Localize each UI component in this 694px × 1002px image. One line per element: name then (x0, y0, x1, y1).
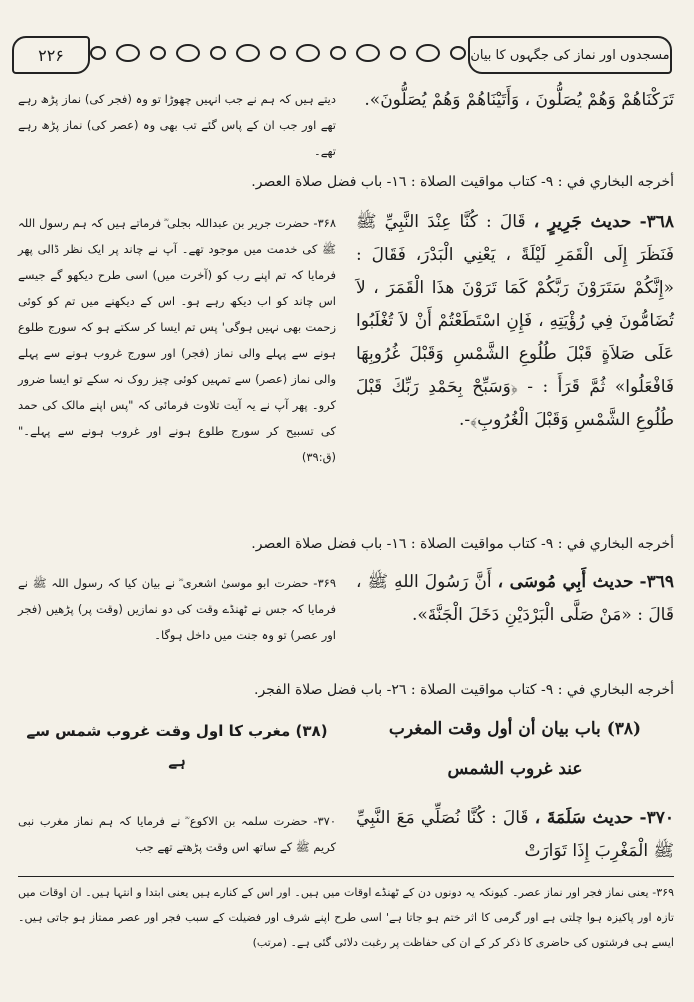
hadith-370-urdu: ۳۷۰- حضرت سلمہ بن الاکوع ؓ نے فرمایا کہ ہم نماز مغرب نبی کریم ﷺ کے ساتھ اس وقت پڑھتے تھے جب (18, 814, 336, 854)
hadith-370-number: ٣٧٠- (639, 808, 674, 828)
hadith-369-text: أَنَّ رَسُولَ اللهِ ﷺ ، قَالَ : «مَنْ صَلَّى الْبَرْدَيْنِ دَخَلَ الْجَنَّةَ». (356, 572, 674, 625)
chapter-title: مسجدوں اور نماز کی جگہوں کا بیان (468, 36, 672, 74)
chapter-38-heading-line-2: عند غروب الشمس (447, 759, 583, 779)
header-ornament (90, 40, 466, 66)
chapter-38-urdu-heading: (۳۸) مغرب کا اول وقت غروب شمس سے ہے (26, 722, 328, 770)
page-header (12, 34, 672, 78)
continuation-arabic: تَرَكْنَاهُمْ وَهُمْ يُصَلُّونَ ، وَأَتَيْنَاهُمْ وَهُمْ يُصَلُّونَ». (364, 90, 674, 110)
hadith-370-lead: حديث سَلَمَةَ ، (534, 808, 634, 828)
hadith-368-text: قَالَ : كُنَّا عِنْدَ النَّبِيِّ ﷺ فَنَظَرَ إِلَى الْقَمَرِ لَيْلَةً ، يَعْنِي الْبَدْرَ، فَقَالَ : «إِنَّكُمْ سَتَرَوْنَ رَبَّكُمْ كَمَا تَرَوْنَ هذَا الْقَمَرَ ، لاَ تُضَامُّونَ فِي رُؤْيَتِهِ ، فَإِنِ اسْتَطَعْتُمْ أَنْ لاَ تُغْلَبُوا عَلَى صَلاَةٍ قَبْلَ طُلُوعِ الشَّمْسِ وَقَبْلَ غُرُوبِهَا فَافْعَلُوا» ثُمَّ قَرَأَ : - ﴿وَسَبِّحْ بِحَمْدِ رَبِّكَ قَبْلَ طُلُوعِ الشَّمْسِ وَقَبْلَ الْغُرُوبِ﴾-. (356, 212, 674, 430)
hadith-369-urdu: ۳۶۹- حضرت ابو موسیٰ اشعری ؓ نے بیان کیا کہ رسول اللہ ﷺ نے فرمایا کہ جس نے ٹھنڈے وقت کی دو نمازیں (وقت پر) پڑھیں (فجر اور عصر) تو وہ جنت میں داخل ہوگا۔ (18, 576, 336, 642)
hadith-370-text: قَالَ : كُنَّا نُصَلِّي مَعَ النَّبِيِّ ﷺ الْمَغْرِبَ إِذَا تَوَارَتْ (356, 808, 674, 861)
hadith-369-lead: حديث أَبِي مُوسَى ، (497, 572, 634, 592)
hadith-369-number: ٣٦٩- (639, 572, 675, 592)
reference-3: أخرجه البخاري في : ٩- كتاب مواقيت الصلاة : ٢٦- باب فضل صلاة الفجر. (254, 682, 674, 698)
hadith-370-arabic (356, 802, 674, 868)
chapter-38-arabic-heading (356, 712, 674, 786)
reference-2: أخرجه البخاري في : ٩- كتاب مواقيت الصلاة : ١٦- باب فضل صلاة العصر. (251, 536, 674, 552)
hadith-368-urdu: ۳۶۸- حضرت جریر بن عبداللہ بجلی ؓ فرماتے ہیں کہ ہم رسول اللہ ﷺ کی خدمت میں موجود تھے۔ آپ نے چاند پر ایک نظر ڈالی پھر فرمایا کہ تم اپنے رب کو (آخرت میں) اسی طرح دیکھو گے جیسے اس چاند کو اب دیکھ رہے ہو۔ اس کے دیکھنے میں تم کو کوئی زحمت بھی نہیں ہوگی' پس تم ایسا کر سکتے ہو کہ سورج طلوع ہونے سے پہلے والی نماز (فجر) اور سورج غروب ہونے سے پہلے والی نماز (عصر) سے تمہیں کوئی چیز روک نہ سکے تو ایسا ضرور کرو۔ پھر آپ نے یہ آیت تلاوت فرمائی کہ "پس اپنے مالک کی حمد کی تسبیح کر سورج طلوع ہونے اور غروب ہونے سے پہلے۔" (ق:۳۹) (18, 216, 336, 464)
chapter-38-heading-line-1: (٣٨) باب بيان أن أول وقت المغرب (388, 719, 642, 739)
page-number: ۲۲۶ (12, 36, 90, 74)
hadith-368-lead: حديث جَرِيرٍ ، (533, 212, 632, 232)
hadith-368-arabic (356, 206, 674, 437)
hadith-368-number: ٣٦٨- (639, 212, 675, 232)
reference-1: أخرجه البخاري في : ٩- كتاب مواقيت الصلاة : ١٦- باب فضل صلاة العصر. (251, 174, 674, 190)
footnote: ۳۶۹- یعنی نماز فجر اور نماز عصر۔ کیونکہ یہ دونوں دن کے ٹھنڈے اوقات میں ہیں۔ اور اس کے کنارے ہیں یعنی ابتدا و انتہا ہیں۔ ان اوقات میں تازہ اور پاکیزہ ہوا چلتی ہے اور گرمی کا اثر ختم ہو جاتا ہے' اسی طرح اپنے شرف اور فضیلت کے سبب فجر اور عصر ممتاز ہو جاتی ہیں۔ ایسے ہی فرشتوں کی حاضری کا ذکر کر کے ان کی حفاظت پر رغبت دلائی گئی ہے۔ (مرتب) (18, 886, 674, 949)
continuation-urdu: دیتے ہیں کہ ہم نے جب انہیں چھوڑا تو وہ (فجر کی) نماز پڑھ رہے تھے اور جب ان کے پاس گئے تب بھی وہ (عصر کی) نماز پڑھ رہے تھے۔ (18, 92, 336, 158)
hadith-369-arabic (356, 566, 674, 632)
footnote-divider (18, 876, 674, 877)
